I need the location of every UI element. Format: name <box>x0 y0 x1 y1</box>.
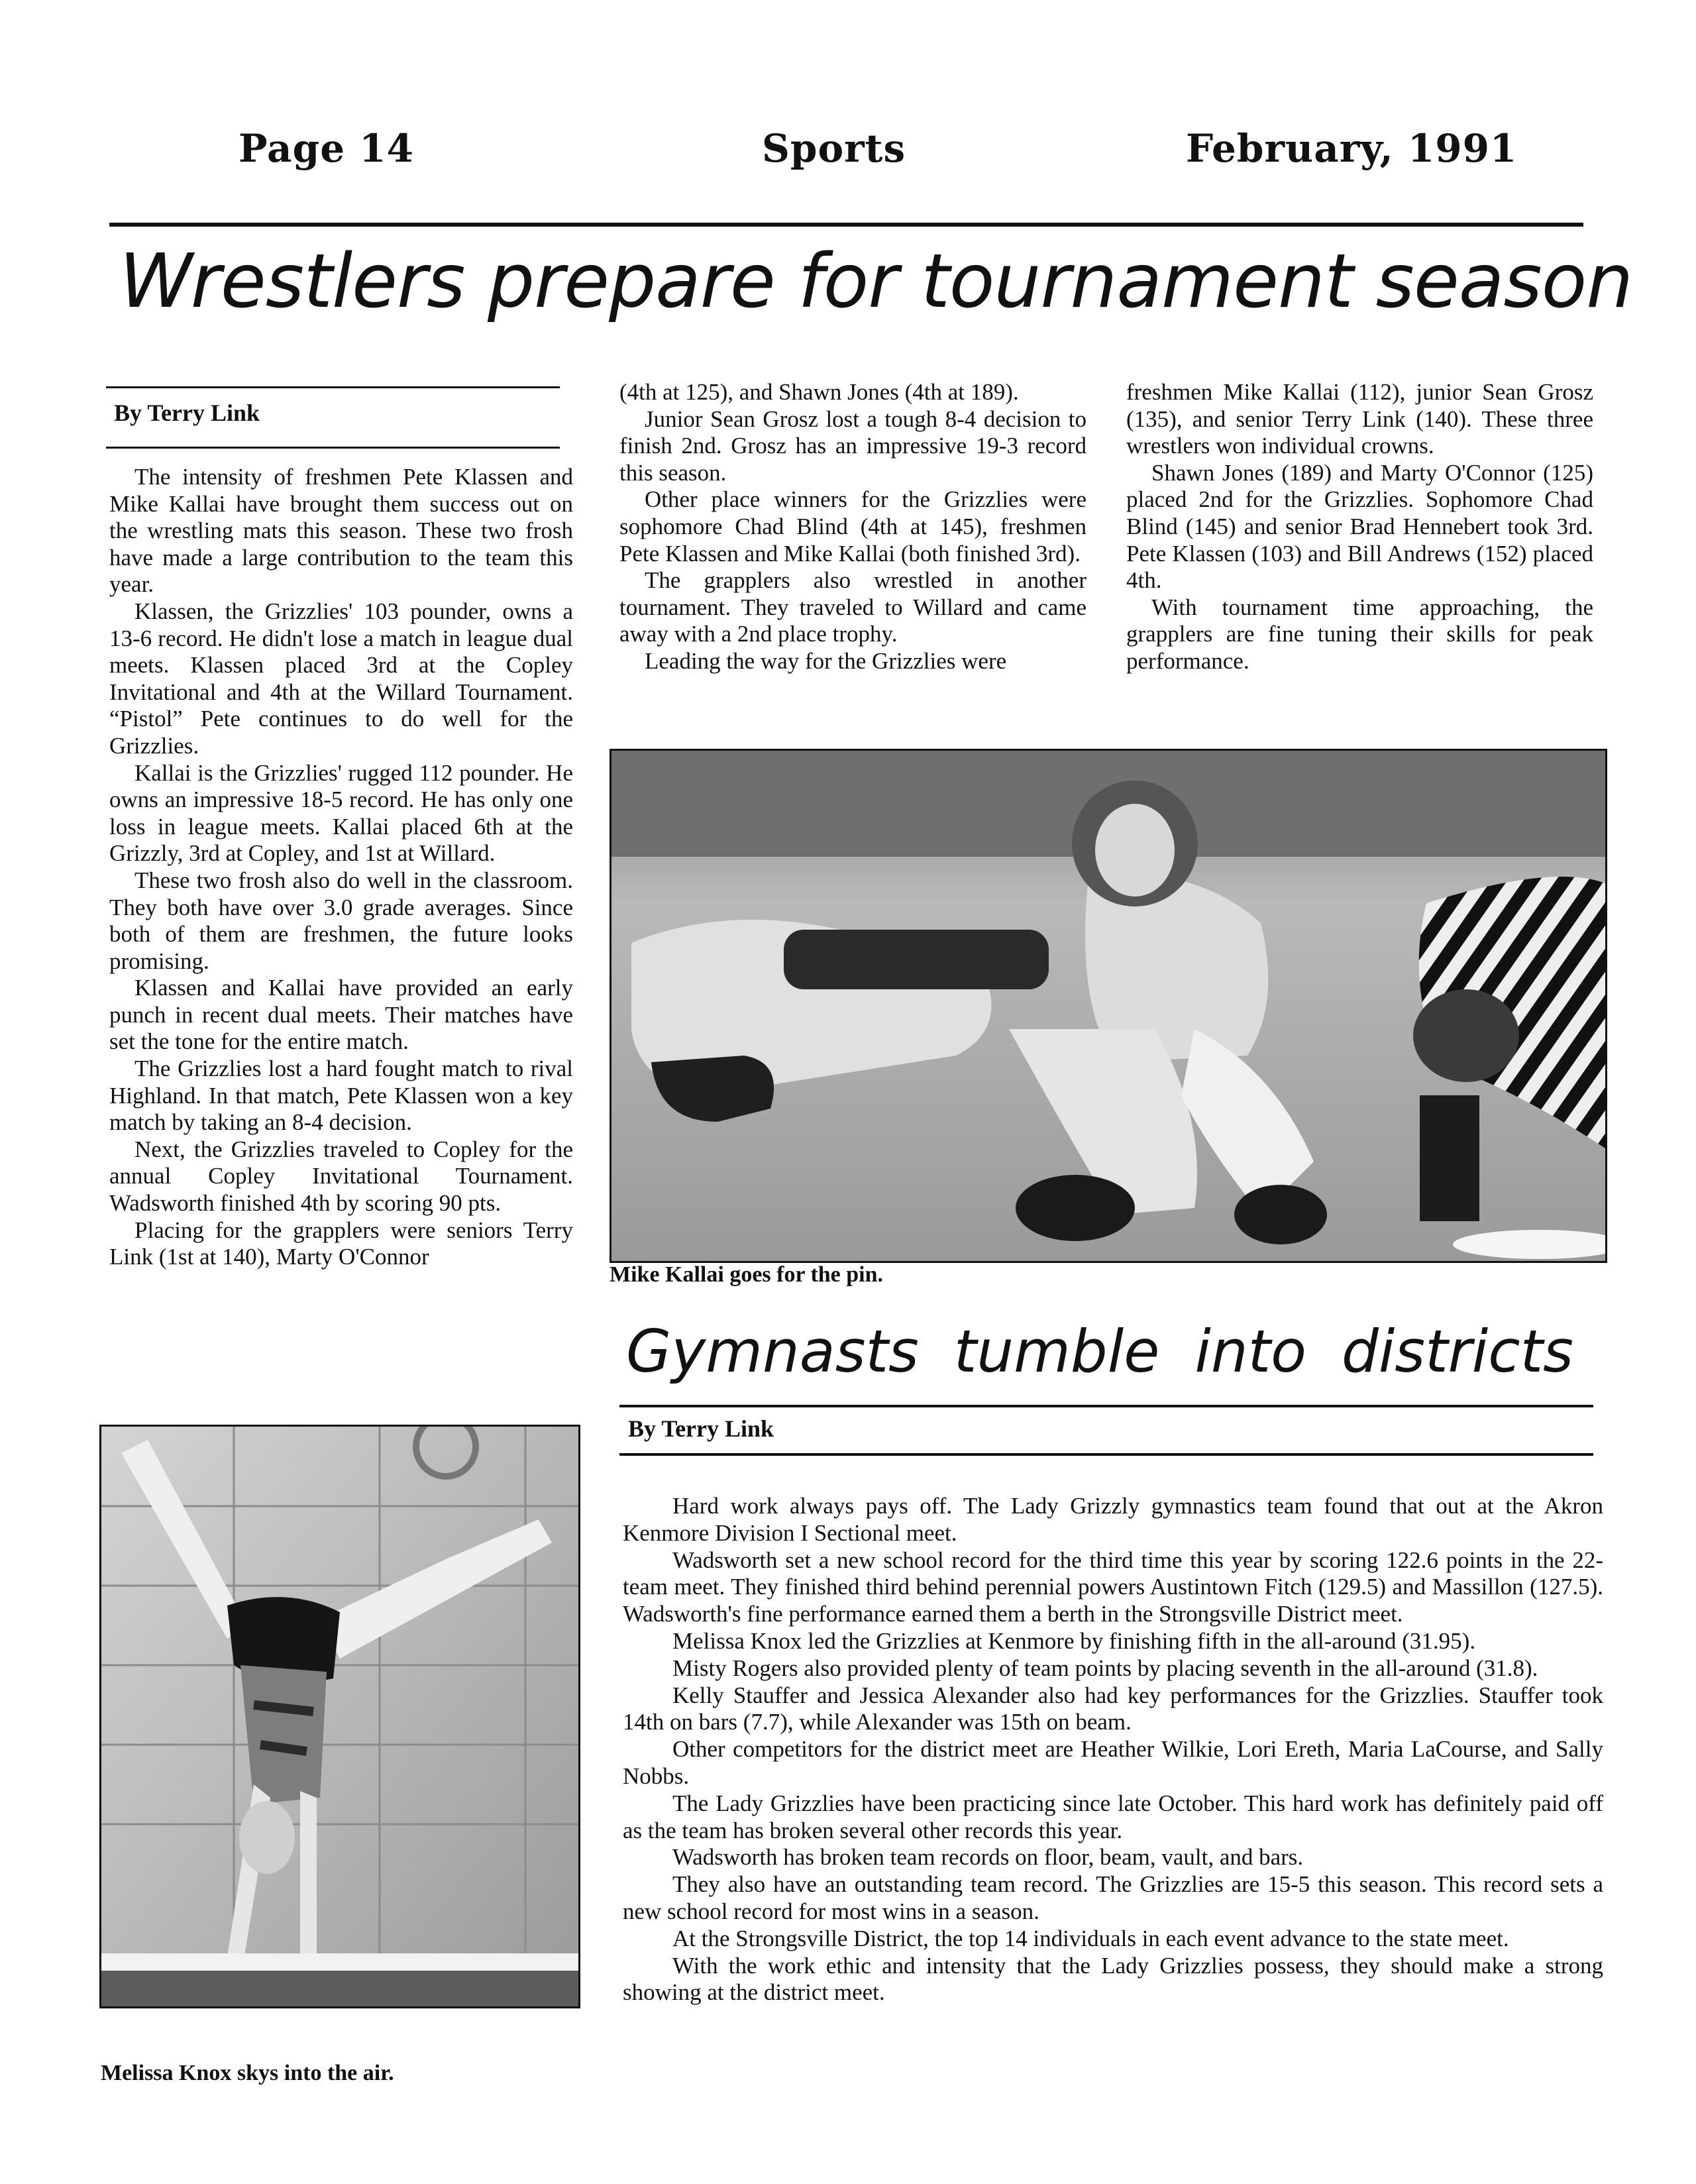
masthead-rule <box>109 223 1583 227</box>
paragraph: These two frosh also do well in the classroom. They both have over 3.0 grade averages. Since both of them are freshmen, the future looks promising. <box>109 867 573 974</box>
paragraph: Other competitors for the district meet are Heather Wilkie, Lori Ereth, Maria LaCourse, and Sally Nobbs. <box>623 1736 1603 1789</box>
paragraph: Melissa Knox led the Grizzlies at Kenmore by finishing fifth in the all-around (31.95). <box>672 1627 1476 1654</box>
byline-rule-top <box>106 386 560 388</box>
article-headline: Wrestlers prepare for tournament season <box>119 239 1633 325</box>
wrestling-photo <box>610 749 1607 1263</box>
paragraph: Kallai is the Grizzlies' rugged 112 pounder. He owns an impressive 18-5 record. He has only one loss in league meets. Kallai placed 6th at the Grizzly, 3rd at Copley, and 1st at Willard. <box>109 759 573 867</box>
photo-caption: Melissa Knox skys into the air. <box>101 2061 394 2085</box>
paragraph: (4th at 125), and Shawn Jones (4th at 189). <box>619 379 1019 405</box>
article-byline: By Terry Link <box>628 1415 774 1442</box>
article-column-1 <box>109 464 573 1271</box>
photo-caption: Mike Kallai goes for the pin. <box>610 1262 884 1287</box>
gymnastics-photo-image <box>101 1427 578 2006</box>
headline-word: tumble <box>953 1317 1160 1386</box>
section-title: Sports <box>762 126 906 171</box>
paragraph: With tournament time approaching, the grapplers are fine tuning their skills for peak performance. <box>1126 594 1593 674</box>
article-column-2 <box>619 379 1086 675</box>
page-number: Page 14 <box>238 126 414 171</box>
paragraph: Junior Sean Grosz lost a tough 8-4 decision to finish 2nd. Grosz has an impressive 19-3 record this season. <box>619 406 1086 486</box>
paragraph: freshmen Mike Kallai (112), junior Sean Grosz (135), and senior Terry Link (140). These three wrestlers won individual crowns. <box>1126 379 1593 459</box>
paragraph: Placing for the grapplers were seniors Terry Link (1st at 140), Marty O'Connor <box>109 1217 573 1270</box>
paragraph: Wadsworth has broken team records on floor, beam, vault, and bars. <box>672 1844 1304 1871</box>
wrestling-photo-image <box>611 751 1605 1261</box>
paragraph: Wadsworth set a new school record for the third time this year by scoring 122.6 points in the 22-team meet. They finished third behind perennial powers Austintown Fitch (129.5) and Massillon (127.5). Wadsworth's fine performance earned them a berth in the Strongsville District meet. <box>623 1547 1603 1627</box>
byline-rule-bottom <box>619 1453 1593 1456</box>
gymnastics-photo <box>99 1425 580 2008</box>
gymnastics-article-body <box>623 1493 1603 2006</box>
headline-word: Gymnasts <box>626 1317 919 1386</box>
paragraph: The Lady Grizzlies have been practicing since late October. This hard work has definitely paid off as the team has broken several other records this year. <box>623 1790 1603 1843</box>
paragraph: They also have an outstanding team record. The Grizzlies are 15-5 this season. This record sets a new school record for most wins in a season. <box>623 1871 1603 1924</box>
byline-rule-top <box>619 1405 1593 1407</box>
gymnastics-headline <box>626 1317 1573 1386</box>
paragraph: Klassen and Kallai have provided an early punch in recent dual meets. Their matches have set the tone for the entire match. <box>109 975 573 1055</box>
paragraph: The grapplers also wrestled in another tournament. They traveled to Willard and came away with a 2nd place trophy. <box>619 567 1086 647</box>
paragraph: The intensity of freshmen Pete Klassen and Mike Kallai have brought them success out on the wrestling mats this season. These two frosh have made a large contribution to the team this year. <box>109 464 573 598</box>
article-byline: By Terry Link <box>114 400 260 426</box>
paragraph: Klassen, the Grizzlies' 103 pounder, owns a 13-6 record. He didn't lose a match in league dual meets. Klassen placed 3rd at the Copley Invitational and 4th at the Willard Tournament. “Pistol” Pete continues to do well for the Grizzlies. <box>109 598 573 759</box>
headline-word: into <box>1194 1317 1306 1386</box>
paragraph: Next, the Grizzlies traveled to Copley for the annual Copley Invitational Tournament. Wadsworth finished 4th by scoring 90 pts. <box>109 1136 573 1217</box>
article-column-3 <box>1126 379 1593 675</box>
byline-rule-bottom <box>106 447 560 449</box>
paragraph: Misty Rogers also provided plenty of team points by placing seventh in the all-around (31.8). <box>672 1655 1538 1681</box>
paragraph: At the Strongsville District, the top 14 individuals in each event advance to the state meet. <box>672 1925 1509 1951</box>
paragraph: Leading the way for the Grizzlies were <box>645 647 1007 674</box>
paragraph: Other place winners for the Grizzlies were sophomore Chad Blind (4th at 145), freshmen Pete Klassen and Mike Kallai (both finished 3rd). <box>619 486 1086 567</box>
paragraph: With the work ethic and intensity that the Lady Grizzlies possess, they should make a strong showing at the district meet. <box>623 1952 1603 2006</box>
issue-date: February, 1991 <box>1186 126 1518 171</box>
paragraph: Kelly Stauffer and Jessica Alexander also had key performances for the Grizzlies. Stauffer took 14th on bars (7.7), while Alexander was 15th on beam. <box>623 1682 1603 1735</box>
paragraph: Shawn Jones (189) and Marty O'Connor (125) placed 2nd for the Grizzlies. Sophomore Chad Blind (145) and senior Brad Hennebert took 3rd. Pete Klassen (103) and Bill Andrews (152) placed 4th. <box>1126 459 1593 594</box>
paragraph: Hard work always pays off. The Lady Grizzly gymnastics team found that out at the Akron Kenmore Division I Sectional meet. <box>623 1493 1603 1546</box>
headline-word: districts <box>1341 1317 1573 1386</box>
paragraph: The Grizzlies lost a hard fought match to rival Highland. In that match, Pete Klassen won a key match by taking an 8-4 decision. <box>109 1056 573 1136</box>
